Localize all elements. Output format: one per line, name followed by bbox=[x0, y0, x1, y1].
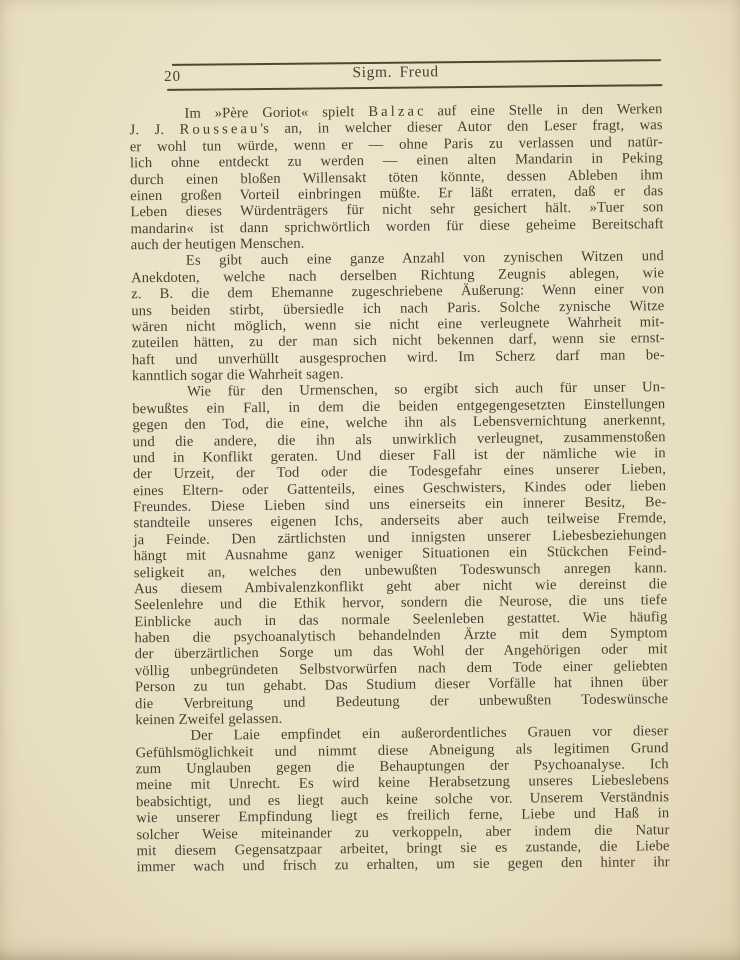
text-line: und in Konflikt geraten. Und dieser Fall ist der nämliche wie in bbox=[132, 445, 666, 467]
text-line: durch einen bloßen Willensakt töten könnte, dessen Ableben ihm bbox=[130, 166, 664, 188]
text-line: hängt mit Ausnahme ganz weniger Situationen ein Stückchen Feind- bbox=[133, 543, 667, 565]
header-rule-bottom bbox=[167, 84, 662, 90]
text-line: Freundes. Diese Lieben sind uns einerseits ein innerer Besitz, Be- bbox=[133, 494, 667, 516]
text-line: J. J. R o u s s e a u 's an, in welcher dieser Autor den Leser fragt, was bbox=[129, 117, 663, 139]
text-line: Es gibt auch eine ganze Anzahl von zynischen Witzen und bbox=[185, 248, 664, 270]
text-line: auch der heutigen Menschen. bbox=[130, 235, 305, 254]
text-line: und die andere, die ihn als unwirklich verleugnet, zusammenstoßen bbox=[132, 428, 666, 450]
text-line: Aus diesem Ambivalenzkonflikt geht aber nicht wie dereinst die bbox=[133, 576, 668, 598]
text-line: wären nicht möglich, wenn sie nicht eine verleugnete Wahrheit mit- bbox=[131, 314, 665, 336]
text-line: der überzärtlichen Sorge um das Wohl der Angehörigen oder mit bbox=[134, 641, 668, 663]
text-line: seligkeit an, welches den unbewußten Todeswunsch anregen kann. bbox=[133, 559, 667, 581]
text-line: solcher Weise miteinander zu verkoppeln, aber indem die Natur bbox=[136, 821, 670, 843]
page-number: 20 bbox=[164, 68, 182, 85]
text-line: Im »Père Goriot« spielt B a l z a c auf eine Stelle in den Werken bbox=[184, 101, 663, 122]
text-line: haben die psychoanalytisch behandelnden Ärzte mit dem Symptom bbox=[134, 625, 668, 647]
text-line: z. B. die dem Ehemanne zugeschriebene Äußerung: Wenn einer von bbox=[131, 281, 665, 303]
paragraph bbox=[132, 380, 668, 729]
text-line: eines Eltern- oder Gattenteils, eines Geschwisters, Kindes oder lieben bbox=[133, 477, 667, 499]
text-line: lich ohne entdeckt zu werden — einen alten Mandarin in Peking bbox=[129, 150, 664, 172]
text-line: Seelenlehre und die Ethik hervor, sondern die Neurose, die uns tiefe bbox=[134, 592, 668, 614]
text-line: uns beiden stirbt, übersiedle ich nach Paris. Solche zynische Witze bbox=[131, 297, 665, 319]
text-line: keinen Zweifel gelassen. bbox=[135, 710, 283, 729]
text-line: Der Laie empfindet ein außerordentliches Grauen vor dieser bbox=[190, 723, 669, 744]
text-line: bewußtes ein Fall, in dem die beiden entgegengesetzten Einstellungen bbox=[132, 395, 666, 418]
text-line: Leben dieses Würdenträgers für nicht sehr gesichert hält. »Tuer son bbox=[130, 199, 664, 221]
text-line: beabsichtigt, und es liegt auch keine solche vor. Unserem Verständnis bbox=[136, 788, 670, 811]
text-line: der Urzeit, der Tod oder die Todesgefahr eines unserer Lieben, bbox=[132, 461, 666, 483]
text-line: standteile unseres eigenen Ichs, anderseits aber auch teilweise Fremde, bbox=[133, 510, 667, 532]
text-line: Anekdoten, welche nach derselben Richtung Zeugnis ablegen, wie bbox=[130, 264, 665, 287]
paragraph bbox=[135, 723, 669, 875]
paragraph bbox=[131, 249, 665, 385]
text-line: die Verbreitung und Bedeutung der unbewußten Todeswünsche bbox=[135, 690, 669, 712]
text-line: völlig unbegründeten Selbstvorwürfen nach dem Tode einer geliebten bbox=[134, 657, 668, 680]
text-line: zum Unglauben gegen die Behauptungen der Psychoanalyse. Ich bbox=[135, 756, 669, 778]
text-line: Person zu tun gehabt. Das Studium dieser Vorfälle hat ihnen über bbox=[134, 674, 669, 696]
text-line: er wohl tun würde, wenn er — ohne Paris zu verlassen und natür- bbox=[129, 133, 663, 156]
text-line: zuteilen hätten, zu der man sich nicht bekennen darf, wenn sie ernst- bbox=[131, 330, 665, 352]
running-title: Sigm. Freud bbox=[352, 63, 439, 82]
text-line: haft und unverhüllt ausgesprochen wird. Im Scherz darf man be- bbox=[131, 346, 665, 368]
text-line: einen großen Vorteil einbringen müßte. Er läßt erraten, daß er das bbox=[130, 183, 664, 205]
paragraph bbox=[129, 101, 663, 253]
text-line: meine mit Unrecht. Es wird keine Herabsetzung unseres Liebeslebens bbox=[135, 772, 669, 794]
text-line: mandarin« ist dann sprichwörtlich worden für diese geheime Bereitschaft bbox=[130, 215, 664, 237]
text-line: gegen den Tod, die eine, welche ihn als Lebensvernichtung anerkennt, bbox=[132, 412, 666, 434]
text-line: mit diesem Gegensatzpaar arbeitet, bringt sie es zustande, die Liebe bbox=[136, 838, 670, 860]
text-line: Einblicke auch in das normale Seelenleben gestattet. Wie häufig bbox=[134, 608, 668, 630]
text-line: immer wach und frisch zu erhalten, um sie gegen den hinter ihr bbox=[136, 854, 670, 876]
text-line: Gefühlsmöglichkeit und nimmt diese Abneigung als legitimen Grund bbox=[135, 739, 669, 761]
page-body bbox=[129, 101, 669, 876]
text-line: Wie für den Urmenschen, so ergibt sich auch für unser Un- bbox=[187, 379, 666, 401]
text-line: kanntlich sogar die Wahrheit sagen. bbox=[131, 366, 344, 385]
text-line: wie unserer Empfindung liegt es freilich ferne, Liebe und Haß in bbox=[136, 805, 670, 827]
text-line: ja Feinde. Den zärtlichsten und innigsten unserer Liebesbeziehungen bbox=[133, 526, 667, 549]
